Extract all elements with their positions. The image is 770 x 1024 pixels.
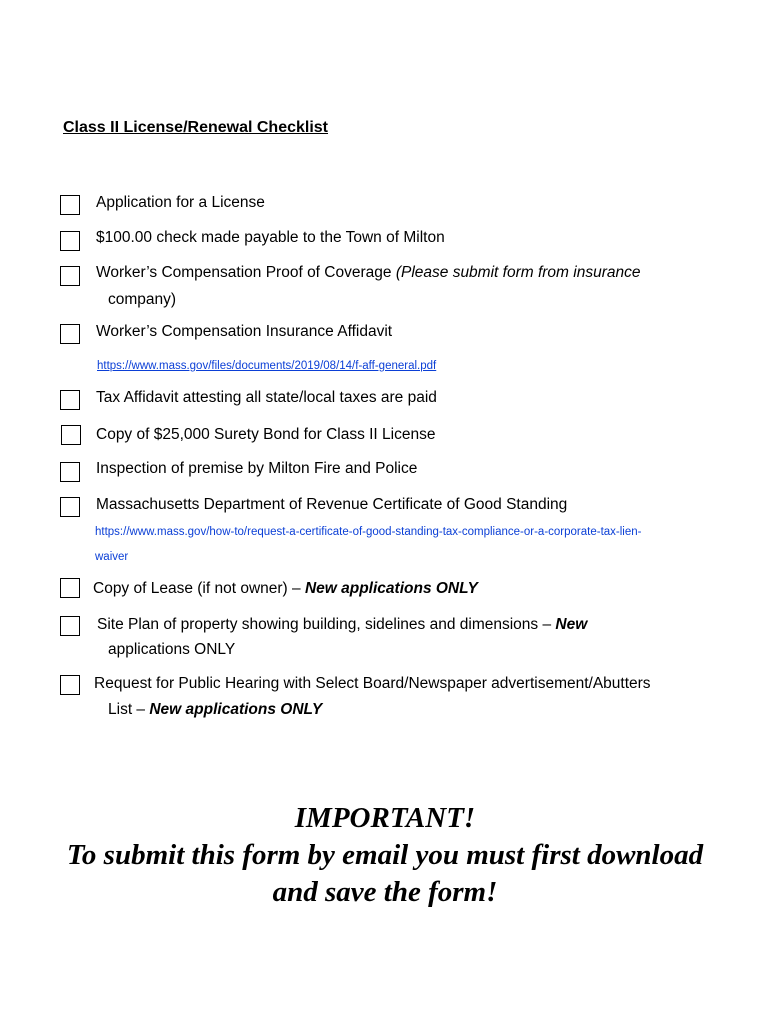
checkbox-surety-bond[interactable] [61, 425, 81, 445]
item-cont-label-public-hearing: List – [108, 701, 150, 718]
item-label-tax-affidavit: Tax Affidavit attesting all state/local taxes are paid [96, 389, 437, 406]
important-line2: and save the form! [272, 876, 498, 908]
item-workers-comp-proof [96, 260, 640, 286]
item-label-application: Application for a License [96, 194, 265, 211]
link-good-standing-line1[interactable]: https://www.mass.gov/how-to/request-a-certificate-of-good-standing-tax-compliance-or-a-corporate-tax-lien- [95, 526, 642, 538]
item-emph-cont-site-plan: applications ONLY [108, 641, 236, 658]
important-notice [0, 800, 770, 911]
item-site-plan [97, 612, 587, 638]
item-label-inspection: Inspection of premise by Milton Fire and Police [96, 460, 418, 477]
item-label-good-standing: Massachusetts Department of Revenue Certificate of Good Standing [96, 496, 568, 513]
link-workers-comp-affidavit[interactable]: https://www.mass.gov/files/documents/2019/08/14/f-aff-general.pdf [97, 360, 437, 372]
item-public-hearing-cont [108, 697, 322, 723]
item-label-check-payment: $100.00 check made payable to the Town of Milton [96, 229, 445, 246]
checkbox-application[interactable] [60, 195, 80, 215]
item-label-surety-bond: Copy of $25,000 Surety Bond for Class II License [96, 426, 436, 443]
checklist-title: Class II License/Renewal Checklist [63, 119, 329, 136]
item-label-workers-comp-proof: Worker’s Compensation Proof of Coverage [96, 264, 396, 281]
item-emph-site-plan: New [555, 616, 588, 633]
important-heading: IMPORTANT! [294, 802, 476, 834]
item-emph-lease: New applications ONLY [304, 580, 478, 597]
item-note-cont-workers-comp-proof: company) [108, 291, 177, 308]
checkbox-public-hearing[interactable] [60, 675, 80, 695]
checkbox-workers-comp-affidavit[interactable] [60, 324, 80, 344]
item-label-public-hearing: Request for Public Hearing with Select Board/Newspaper advertisement/Abutters [94, 675, 651, 692]
item-label-lease: Copy of Lease (if not owner) – [93, 580, 305, 597]
checkbox-workers-comp-proof[interactable] [60, 266, 80, 286]
checkbox-inspection[interactable] [60, 462, 80, 482]
item-label-site-plan: Site Plan of property showing building, sidelines and dimensions – [97, 616, 556, 633]
item-label-workers-comp-affidavit: Worker’s Compensation Insurance Affidavit [96, 323, 393, 340]
checkbox-check-payment[interactable] [60, 231, 80, 251]
checkbox-tax-affidavit[interactable] [60, 390, 80, 410]
important-line1: To submit this form by email you must first download [66, 839, 704, 871]
link-good-standing-line2[interactable]: waiver [95, 551, 129, 563]
checkbox-lease[interactable] [60, 578, 80, 598]
checkbox-good-standing[interactable] [60, 497, 80, 517]
item-emph-public-hearing: New applications ONLY [149, 701, 323, 718]
item-lease [93, 576, 478, 602]
checkbox-site-plan[interactable] [60, 616, 80, 636]
item-note-workers-comp-proof: (Please submit form from insurance [395, 264, 641, 281]
